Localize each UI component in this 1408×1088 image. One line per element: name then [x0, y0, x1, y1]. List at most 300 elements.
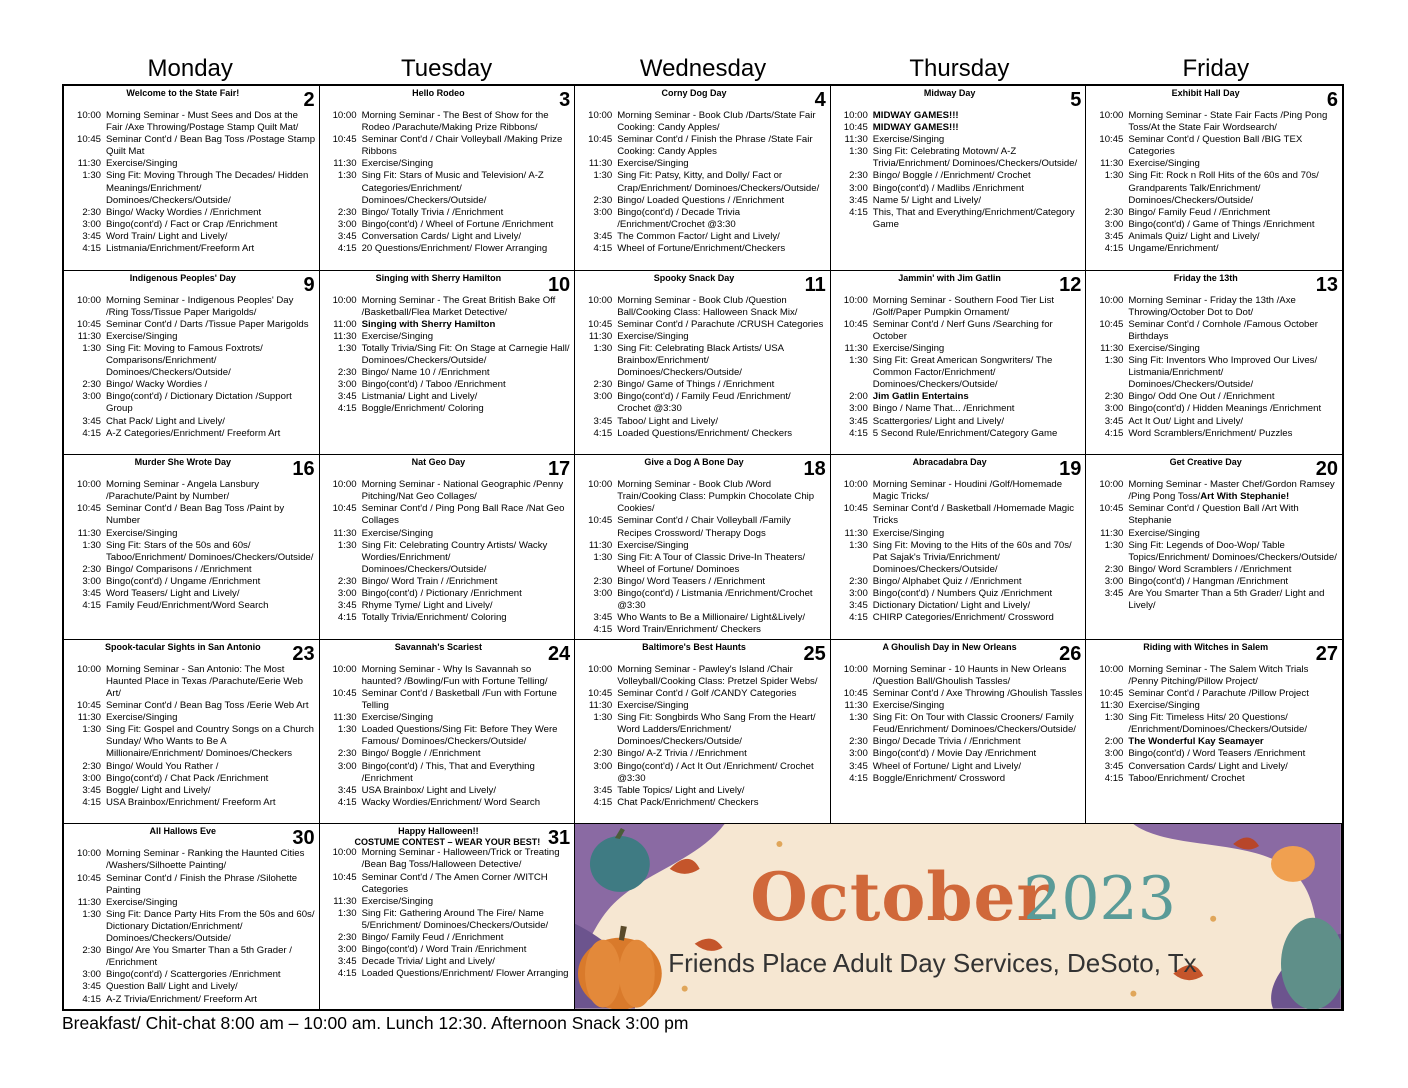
event-row [68, 134, 316, 158]
weekday-friday: Friday [1182, 55, 1250, 82]
event-row [835, 319, 1083, 343]
event-time: 1:30 [1104, 712, 1124, 724]
event-description-text: Morning Seminar - Must Sees and Dos at the Fair /Axe Throwing/Postage Stamp Quilt Mat/ [106, 110, 299, 134]
event-time: 3:00 [1104, 575, 1124, 587]
event-time: 4:15 [337, 612, 357, 624]
event-description-text: Exercise/Singing [872, 134, 945, 146]
event-description-text: Bingo(cont'd) / Fact or Crap /Enrichment [106, 218, 278, 230]
day-cell-11 [575, 271, 831, 456]
event-time: 10:45 [1099, 503, 1124, 515]
event-description [1128, 110, 1339, 134]
day-theme: Spooky Snack Day [653, 272, 735, 283]
event-description-text: Morning Seminar - Pawley's Island /Chair Volleyball/Cooking Class: Pretzel Spider Webs/ [617, 663, 818, 687]
event-description-text: Conversation Cards/ Light and Lively/ [361, 230, 522, 242]
event-time: 3:45 [593, 612, 613, 624]
event-time: 3:00 [849, 182, 868, 194]
event-description [1128, 403, 1339, 415]
event-time: 3:45 [849, 760, 868, 772]
event-row [579, 479, 827, 515]
event-row [579, 624, 827, 636]
day-theme: Riding with Witches in Salem [1143, 641, 1269, 652]
weekday-tuesday: Tuesday [401, 55, 493, 82]
day-number: 24 [547, 642, 571, 665]
event-time: 3:00 [337, 760, 357, 772]
event-description-text: Exercise/Singing [872, 527, 945, 539]
event-row [579, 158, 827, 170]
event-row [579, 540, 827, 552]
event-time: 3:00 [337, 379, 357, 391]
event-row [1090, 540, 1339, 564]
event-row [68, 564, 316, 576]
day-theme: Nat Geo Day [411, 457, 466, 468]
event-description-text: Sing Fit: Patsy, Kitty, and Dolly/ Fact or Crap/Enrichment/ Dominoes/Checkers/Outside/ [617, 170, 820, 194]
event-description-text: Sing Fit: Stars of Music and Television/ A-Z Categories/Enrichment/ Dominoes/Checkers/Outside/ [361, 170, 544, 206]
event-time: 10:45 [332, 503, 357, 515]
event-description-text: Bingo(cont'd) / Dictionary Dictation /Support Group [106, 391, 292, 415]
event-row [324, 748, 572, 760]
event-description-text: Seminar Cont'd / Chair Volleyball /Making Prize Ribbons [361, 134, 563, 158]
event-description-text: Exercise/Singing [361, 527, 434, 539]
event-description-text: Rhyme Tyme/ Light and Lively/ [361, 600, 493, 612]
event-time: 3:00 [337, 944, 357, 956]
event-description [1128, 664, 1339, 688]
event-description-text: Seminar Cont'd / Basketball /Fun with Fortune Telling [361, 687, 557, 712]
event-time: 3:45 [337, 230, 357, 242]
event-description-text: Jim Gatlin Entertains [872, 391, 969, 403]
event-description [873, 664, 1083, 688]
event-description-text: Bingo/ Boggle / /Enrichment/ Crochet [872, 170, 1031, 182]
event-description [362, 231, 572, 243]
event-time: 11:30 [1100, 527, 1124, 539]
event-description [106, 295, 316, 319]
event-row [1090, 428, 1339, 440]
day-theme: All Hallows Eve [149, 826, 217, 837]
day-number: 4 [814, 89, 826, 111]
event-description [1128, 134, 1339, 158]
event-description [106, 994, 316, 1006]
event-time: 10:00 [332, 663, 357, 675]
event-row [579, 231, 827, 243]
event-description [617, 391, 827, 415]
event-time: 3:45 [1104, 415, 1124, 427]
event-row [324, 295, 572, 319]
event-time: 1:30 [849, 712, 868, 724]
event-row [68, 909, 316, 945]
event-description [617, 688, 827, 700]
event-description [617, 416, 827, 428]
event-description [106, 969, 316, 981]
event-row [324, 968, 572, 980]
event-row [68, 969, 316, 981]
event-time: 3:00 [849, 748, 868, 760]
event-row [579, 761, 827, 785]
event-row [324, 600, 572, 612]
event-description [873, 773, 1083, 785]
event-time: 11:30 [77, 158, 101, 170]
event-time: 10:45 [843, 687, 868, 699]
event-row [579, 428, 827, 440]
event-time: 2:30 [849, 575, 868, 587]
day-cell-13 [1086, 271, 1342, 456]
event-description-text: Sing Fit: Celebrating Motown/ A-Z Trivia/Enrichment/ Dominoes/Checkers/Outside/ [872, 146, 1078, 170]
event-description [873, 146, 1083, 170]
event-description [106, 848, 316, 872]
event-row [835, 295, 1083, 319]
event-description-text: Family Feud/Enrichment/Word Search [106, 600, 269, 612]
event-time: 11:30 [333, 527, 357, 539]
footer-meal-times: Breakfast/ Chit-chat 8:00 am – 10:00 am. Lunch 12:30. Afternoon Snack 3:00 pm [62, 1013, 689, 1033]
event-row [324, 724, 572, 748]
event-list [579, 110, 827, 255]
event-description [106, 243, 316, 255]
event-description [106, 134, 316, 158]
event-row [68, 343, 316, 379]
event-row [835, 540, 1083, 576]
event-description [1128, 736, 1339, 748]
event-description-text: Morning Seminar - Book Club /Darts/State Fair Cooking: Candy Apples/ [617, 110, 816, 134]
event-description [106, 981, 316, 993]
event-time: 4:15 [593, 427, 613, 439]
event-row [835, 195, 1083, 207]
event-row [68, 331, 316, 343]
event-row [68, 207, 316, 219]
event-row [324, 219, 572, 231]
event-description [362, 968, 572, 980]
day-cell-23 [64, 640, 320, 825]
organization-name: Friends Place Adult Day Services, DeSoto, Tx [668, 948, 1197, 979]
event-row [1090, 319, 1339, 343]
event-time: 3:00 [337, 588, 357, 600]
day-number: 13 [1315, 273, 1338, 296]
event-time: 10:45 [76, 700, 101, 712]
event-description-text: Bingo/ Wacky Wordies / [106, 379, 208, 391]
event-list [835, 664, 1083, 785]
event-description [1128, 219, 1339, 231]
event-description-text: Bingo/ A-Z Trivia / /Enrichment [617, 748, 747, 760]
event-highlight: Art With Stephanie! [1200, 491, 1290, 503]
event-description [362, 932, 572, 944]
event-time: 11:30 [844, 700, 868, 712]
event-row [324, 403, 572, 415]
event-description-text: Bingo / Name That... /Enrichment [872, 403, 1015, 415]
event-time: 10:00 [76, 848, 101, 860]
event-time: 1:30 [82, 342, 101, 354]
event-row [579, 700, 827, 712]
event-row [835, 110, 1083, 122]
event-description-text: Bingo/ Are You Smarter Than a 5th Grader / /Enrichment [106, 945, 292, 969]
event-time: 1:30 [593, 712, 613, 724]
event-time: 10:45 [843, 122, 868, 134]
event-description [617, 797, 827, 809]
event-time: 3:00 [82, 218, 101, 230]
day-number: 17 [547, 458, 571, 481]
event-description-text: Seminar Cont'd / Golf /CANDY Categories [617, 687, 797, 699]
event-description-text: 5 Second Rule/Enrichment/Category Game [872, 427, 1058, 439]
event-row [1090, 295, 1339, 319]
event-description [1128, 712, 1339, 736]
event-description-text: Seminar Cont'd / Finish the Phrase /State Fair Cooking: Candy Apples [617, 134, 813, 158]
event-description-text: Bingo/ Name 10 / /Enrichment [361, 367, 490, 379]
event-time: 10:45 [588, 515, 613, 527]
event-description-text: Exercise/Singing [106, 330, 178, 342]
event-description-text: CHIRP Categories/Enrichment/ Crossword [872, 612, 1054, 624]
event-description-text: Seminar Cont'd / Bean Bag Toss /Eerie Web Art [106, 700, 309, 712]
event-row [324, 343, 572, 367]
event-row [579, 515, 827, 539]
event-time: 10:00 [1099, 663, 1124, 675]
event-description [617, 624, 827, 636]
event-row [324, 367, 572, 379]
event-description [1128, 528, 1339, 540]
event-row [68, 576, 316, 588]
event-description-text: Morning Seminar - Houdini /Golf/Homemade Magic Tricks/ [872, 479, 1063, 503]
day-cell-24 [320, 640, 576, 825]
event-description [873, 528, 1083, 540]
event-description [362, 503, 572, 527]
event-row [835, 355, 1083, 391]
event-row [835, 736, 1083, 748]
day-number: 11 [804, 273, 826, 296]
event-description [873, 600, 1083, 612]
event-description [362, 479, 572, 503]
event-row [68, 391, 316, 415]
event-description [873, 712, 1083, 736]
event-time: 4:15 [593, 243, 613, 255]
event-time: 10:00 [332, 294, 357, 306]
event-description [106, 797, 316, 809]
day-theme: Singing with Sherry Hamilton [375, 272, 502, 283]
event-description-text: Word Teasers/ Light and Lively/ [106, 588, 240, 600]
day-number: 23 [292, 642, 315, 665]
weekday-wednesday: Wednesday [639, 55, 767, 82]
event-time: 1:30 [849, 355, 868, 367]
event-row [579, 664, 827, 688]
event-description-text: Bingo(cont'd) / Movie Day /Enrichment [872, 748, 1037, 760]
event-description [617, 207, 827, 231]
event-time: 4:15 [1104, 427, 1124, 439]
event-time: 3:00 [593, 391, 613, 403]
event-time: 3:45 [82, 784, 101, 796]
event-description [106, 588, 316, 600]
event-description [362, 379, 572, 391]
event-time: 1:30 [1104, 170, 1124, 182]
event-description-text: Exercise/Singing [617, 539, 689, 551]
event-description [617, 134, 827, 158]
day-number: 5 [1070, 89, 1082, 111]
event-description-text: Sing Fit: Rock n Roll Hits of the 60s and 70s/ Grandparents Talk/Enrichment/ Dominoes/Checkers/Outside/ [1128, 170, 1319, 206]
event-description [617, 295, 827, 319]
event-description-text: Table Topics/ Light and Lively/ [617, 784, 745, 796]
weekday-thursday: Thursday [909, 55, 1010, 82]
event-description-text: Totally Trivia/Enrichment/ Coloring [361, 612, 507, 624]
event-description-text: Act It Out/ Light and Lively/ [1128, 415, 1244, 427]
event-time: 2:30 [849, 170, 868, 182]
event-time: 3:00 [849, 588, 868, 600]
event-description-text: Taboo/Enrichment/ Crochet [1128, 772, 1245, 784]
event-description-text: Exercise/Singing [106, 527, 178, 539]
event-row [579, 134, 827, 158]
event-time: 11:30 [1100, 158, 1124, 170]
event-time: 11:30 [1100, 342, 1124, 354]
event-time: 4:15 [337, 403, 357, 415]
event-description-text: Morning Seminar - Angela Lansbury /Parachute/Paint by Number/ [106, 479, 260, 503]
day-cell-25 [575, 640, 831, 825]
event-description [617, 612, 827, 624]
event-description-text: Seminar Cont'd / Chair Volleyball /Family Recipes Crossword/ Therapy Dogs [617, 515, 791, 539]
event-row [68, 479, 316, 503]
event-time: 3:00 [82, 391, 101, 403]
event-row [68, 110, 316, 134]
event-description-text: Bingo(cont'd) / Hangman /Enrichment [1128, 575, 1289, 587]
event-description-text: The Common Factor/ Light and Lively/ [617, 230, 780, 242]
event-time: 2:30 [82, 379, 101, 391]
event-description [873, 183, 1083, 195]
event-list [68, 848, 316, 1005]
event-time: 4:15 [337, 243, 357, 255]
event-description-text: MIDWAY GAMES!!! [872, 122, 959, 134]
event-row [835, 600, 1083, 612]
event-description-text: Seminar Cont'd / Parachute /CRUSH Categories [617, 318, 824, 330]
event-time: 10:45 [1099, 318, 1124, 330]
event-description-text: Conversation Cards/ Light and Lively/ [1128, 760, 1288, 772]
event-description [873, 319, 1083, 343]
event-description [873, 295, 1083, 319]
event-time: 3:45 [337, 391, 357, 403]
event-description [1128, 540, 1339, 564]
event-row [835, 403, 1083, 415]
event-row [68, 994, 316, 1006]
event-row [579, 110, 827, 134]
event-row [68, 785, 316, 797]
day-cell-5 [831, 86, 1087, 271]
event-description-text: Morning Seminar - Book Club /Question Ball/Cooking Class: Halloween Snack Mix/ [617, 294, 798, 318]
event-row [579, 588, 827, 612]
event-description [106, 909, 316, 945]
event-time: 3:00 [593, 206, 613, 218]
event-description-text: Morning Seminar - Halloween/Trick or Treating /Bean Bag Toss/Halloween Detective/ [361, 847, 560, 871]
event-description-text: Exercise/Singing [361, 895, 434, 907]
event-description [617, 170, 827, 194]
event-description [873, 170, 1083, 182]
event-row [324, 391, 572, 403]
event-description-text: Bingo(cont'd) / Act It Out /Enrichment/ Crochet @3:30 [617, 760, 814, 784]
event-time: 2:30 [82, 945, 101, 957]
event-time: 2:30 [337, 367, 357, 379]
event-description [1128, 564, 1339, 576]
event-row [324, 158, 572, 170]
event-description-text: Bingo/ Game of Things / /Enrichment [617, 379, 775, 391]
event-row [324, 612, 572, 624]
event-description-text: Exercise/Singing [1128, 527, 1200, 539]
event-description-text: Morning Seminar - Book Club /Word Train/Cooking Class: Pumpkin Chocolate Chip Cookies/ [617, 479, 815, 515]
event-row [1090, 110, 1339, 134]
event-description-text: Sing Fit: Great American Songwriters/ The Common Factor/Enrichment/ Dominoes/Checkers/Outside/ [872, 355, 1053, 391]
event-description [617, 785, 827, 797]
event-row [835, 503, 1083, 527]
event-description-text: Are You Smarter Than a 5th Grader/ Light and Lively/ [1128, 588, 1325, 612]
event-row [1090, 761, 1339, 773]
event-time: 1:30 [593, 551, 613, 563]
event-row [324, 712, 572, 724]
event-description-text: Decade Trivia/ Light and Lively/ [361, 956, 495, 968]
event-time: 3:45 [337, 956, 357, 968]
event-row [68, 295, 316, 319]
event-description [873, 207, 1083, 231]
event-description [362, 540, 572, 576]
event-description-text: Who Wants to Be a Millionaire/ Light&Lively/ [617, 612, 806, 624]
event-description-text: This, That and Everything/Enrichment/Category Game [872, 206, 1075, 230]
event-description-text: Sing Fit: Moving to the Hits of the 60s and 70s/ Pat Sajak's Trivia/Enrichment/ Dominoes/Checkers/Outside/ [872, 539, 1072, 575]
event-time: 3:00 [82, 575, 101, 587]
event-description-text: Exercise/Singing [617, 700, 689, 712]
event-row [1090, 564, 1339, 576]
event-description-text: Sing Fit: Legends of Doo-Wop/ Table Topics/Enrichment/ Dominoes/Checkers/Outside/ [1128, 539, 1337, 563]
event-description-text: Bingo/ Decade Trivia / /Enrichment [872, 736, 1021, 748]
event-description [1128, 748, 1339, 760]
event-row [68, 797, 316, 809]
event-description-text: Word Train/Enrichment/ Checkers [617, 624, 761, 636]
event-row [579, 243, 827, 255]
event-description-text: Bingo/ Word Scramblers / /Enrichment [1128, 563, 1292, 575]
event-row [68, 219, 316, 231]
event-list [324, 295, 572, 416]
event-description-text: MIDWAY GAMES!!! [872, 110, 959, 121]
event-time: 10:00 [332, 479, 357, 491]
event-description [106, 945, 316, 969]
event-description [106, 664, 316, 700]
event-time: 2:30 [82, 206, 101, 218]
event-row [68, 170, 316, 206]
event-time: 11:30 [844, 134, 868, 146]
event-list [68, 295, 316, 440]
event-description [362, 110, 572, 134]
event-description [1128, 243, 1339, 255]
event-description-text: Bingo/ Family Feud / /Enrichment [361, 932, 504, 944]
event-description [106, 379, 316, 391]
event-description [1128, 295, 1339, 319]
event-row [1090, 528, 1339, 540]
event-time: 10:45 [76, 872, 101, 884]
day-theme: Jammin' with Jim Gatlin [898, 272, 1001, 283]
event-row [1090, 403, 1339, 415]
event-description-text: Bingo/ Would You Rather / [106, 760, 219, 772]
event-description [106, 873, 316, 897]
event-time: 10:45 [76, 134, 101, 146]
event-row [324, 847, 572, 871]
event-time: 1:30 [82, 908, 101, 920]
event-row [324, 785, 572, 797]
event-row [835, 773, 1083, 785]
event-row [324, 761, 572, 785]
event-row [579, 379, 827, 391]
event-description [362, 367, 572, 379]
event-description-text: Taboo/ Light and Lively/ [617, 415, 718, 427]
event-row [1090, 158, 1339, 170]
event-description-text: Exercise/Singing [106, 712, 178, 724]
event-time: 2:00 [1104, 736, 1124, 748]
event-description [362, 528, 572, 540]
event-time: 3:45 [593, 415, 613, 427]
day-number: 2 [303, 89, 315, 111]
event-time: 10:00 [588, 110, 613, 121]
event-row [835, 712, 1083, 736]
event-description [1128, 391, 1339, 403]
event-description [106, 773, 316, 785]
day-theme: Spook-tacular Sights in San Antonio [104, 641, 261, 652]
event-row [579, 688, 827, 700]
event-time: 2:30 [82, 760, 101, 772]
event-description [873, 503, 1083, 527]
